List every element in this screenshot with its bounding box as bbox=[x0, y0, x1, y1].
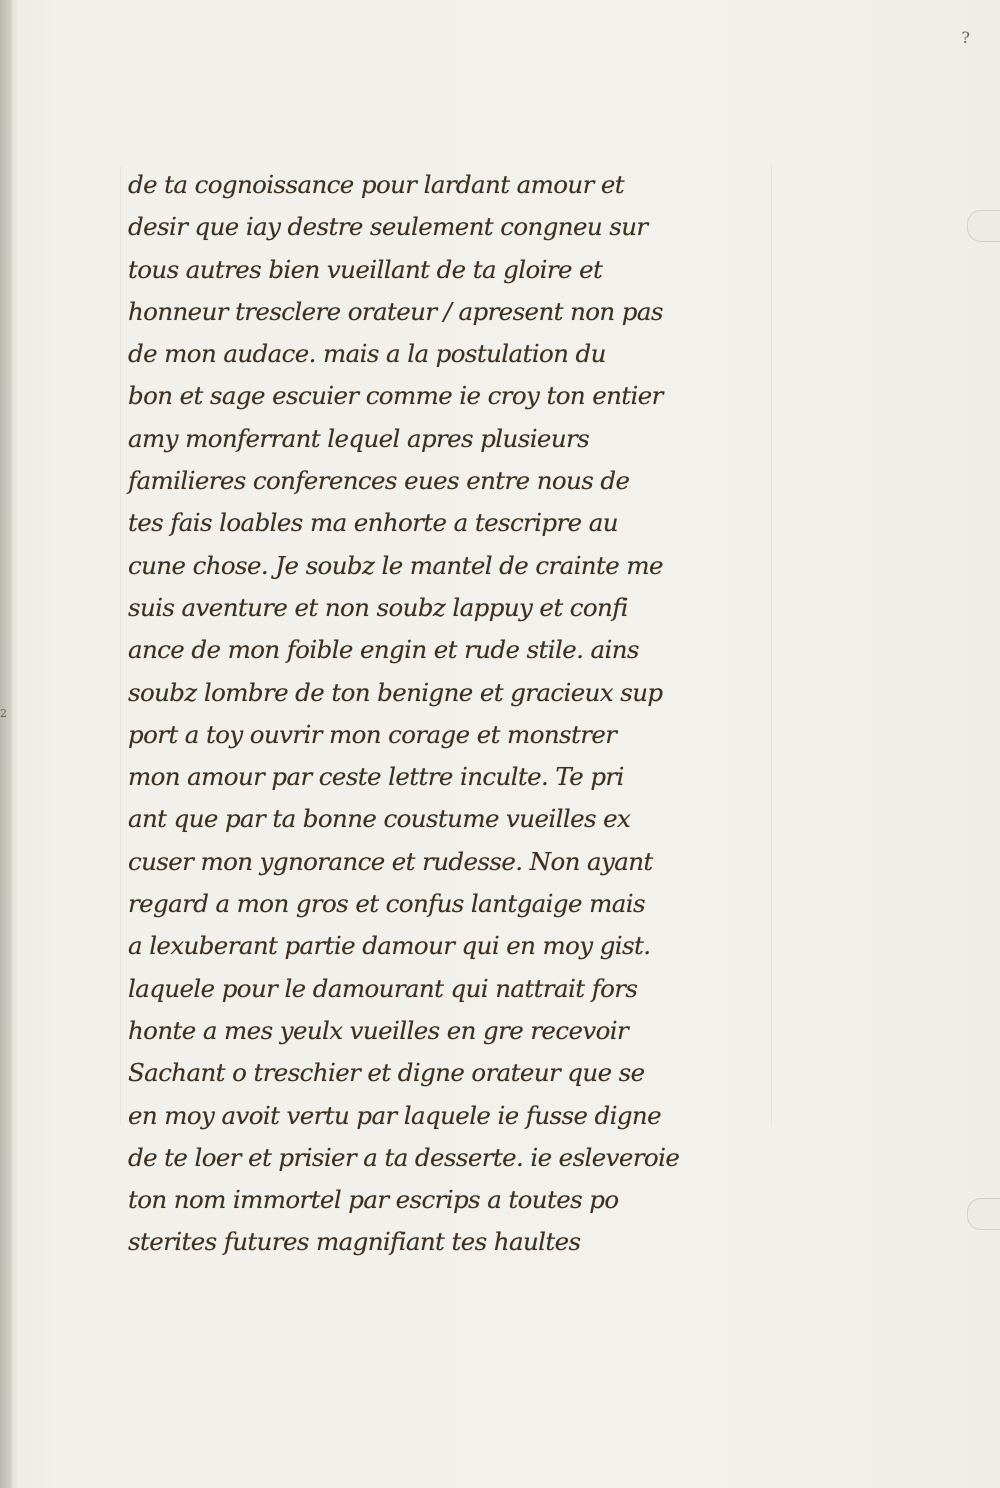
text-line: suis aventure et non soubz lappuy et confi bbox=[128, 592, 628, 622]
text-line: laquele pour le damourant qui nattrait fors bbox=[128, 973, 638, 1003]
margin-mark: 2 bbox=[0, 707, 7, 720]
text-line: de mon audace. mais a la postulation du bbox=[128, 339, 606, 369]
text-line: tes fais loables ma enhorte a tescripre au bbox=[128, 508, 618, 538]
text-line: desir que iay destre seulement congneu sur bbox=[128, 212, 648, 242]
page-edge-tab bbox=[967, 210, 1000, 242]
corner-mark: ? bbox=[961, 28, 970, 47]
text-line: ton nom immortel par escrips a toutes po bbox=[128, 1185, 619, 1215]
manuscript-text-block bbox=[128, 164, 778, 1264]
text-line: de te loer et prisier a ta desserte. ie esleveroie bbox=[128, 1142, 680, 1172]
text-line: Sachant o treschier et digne orateur que se bbox=[128, 1058, 645, 1088]
text-line: cuser mon ygnorance et rudesse. Non ayant bbox=[128, 846, 653, 876]
text-line: regard a mon gros et confus lantgaige mais bbox=[128, 889, 645, 919]
text-line: de ta cognoissance pour lardant amour et bbox=[128, 170, 625, 199]
text-line: familieres conferences eues entre nous de bbox=[128, 466, 630, 496]
text-line: ant que par ta bonne coustume vueilles ex bbox=[128, 804, 631, 834]
text-line: ance de mon foible engin et rude stile. ains bbox=[128, 635, 639, 665]
text-line: bon et sage escuier comme ie croy ton entier bbox=[128, 381, 663, 411]
text-line: port a toy ouvrir mon corage et monstrer bbox=[128, 719, 617, 749]
binding-gutter bbox=[0, 0, 12, 1488]
text-line: sterites futures magnifiant tes haultes bbox=[128, 1227, 581, 1257]
text-line: cune chose. Je soubz le mantel de crainte me bbox=[128, 550, 663, 580]
page-edge-tab bbox=[967, 1198, 1000, 1230]
text-line: amy monferrant lequel apres plusieurs bbox=[128, 423, 590, 453]
text-line: a lexuberant partie damour qui en moy gist. bbox=[128, 931, 651, 961]
text-line: tous autres bien vueillant de ta gloire et bbox=[128, 254, 603, 284]
text-line: soubz lombre de ton benigne et gracieux sup bbox=[128, 677, 663, 707]
text-line: mon amour par ceste lettre inculte. Te pri bbox=[128, 762, 624, 792]
text-line: en moy avoit vertu par laquele ie fusse digne bbox=[128, 1100, 662, 1130]
text-line: honte a mes yeulx vueilles en gre recevoir bbox=[128, 1015, 629, 1045]
text-line: honneur tresclere orateur / apresent non pas bbox=[128, 296, 663, 326]
